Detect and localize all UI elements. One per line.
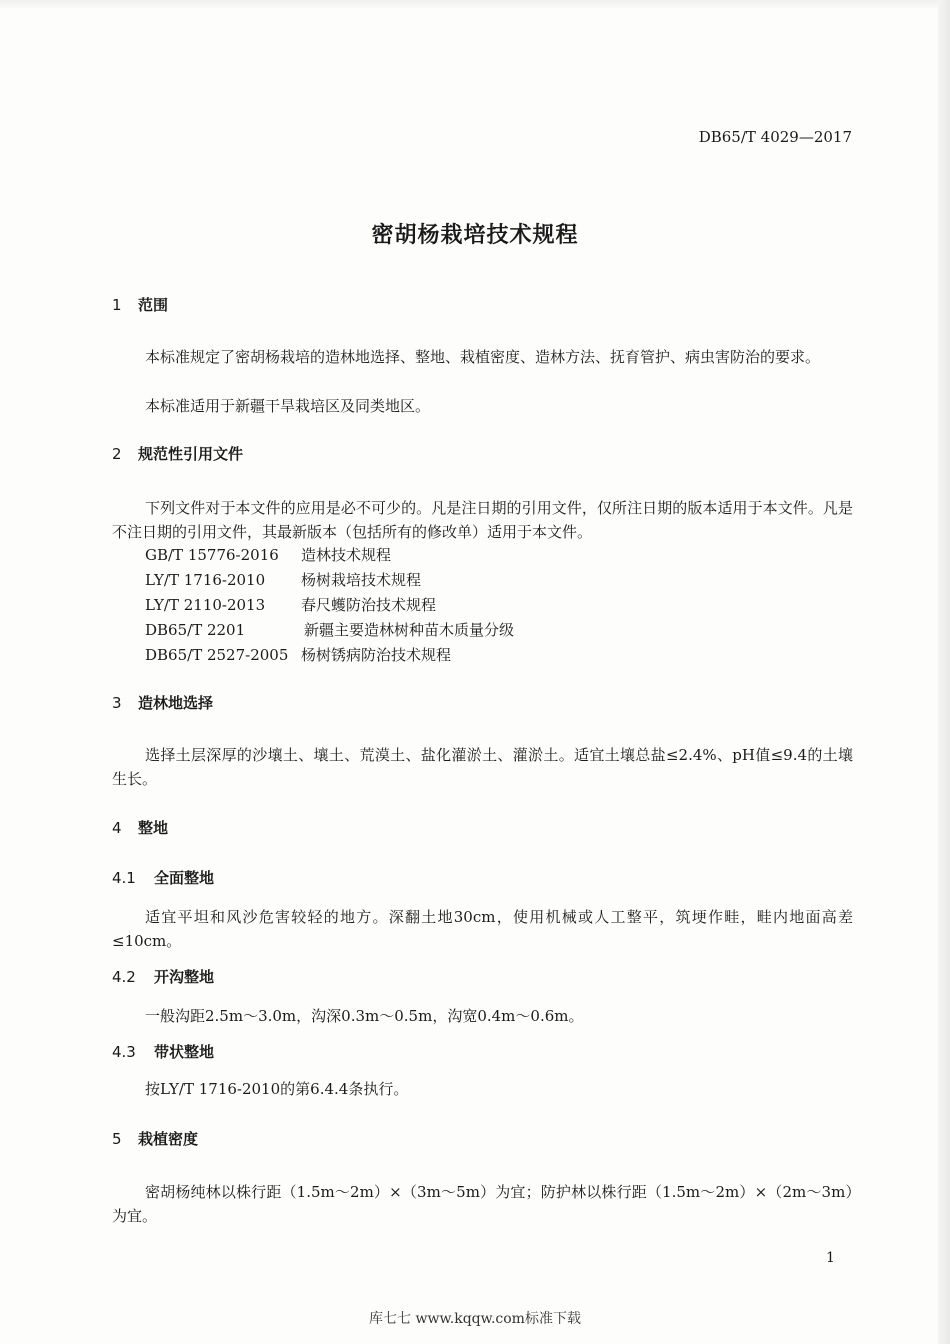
scan-edge-right (938, 0, 950, 1344)
section-5-heading (112, 1128, 198, 1149)
document-id: DB65/T 4029—2017 (698, 128, 852, 146)
section-4-3-number: 4.3 (112, 1043, 136, 1061)
section-4-3-paragraph: 按LY/T 1716-2010的第6.4.4条执行。 (145, 1080, 409, 1098)
section-1-title: 范围 (138, 296, 169, 314)
reference-code: LY/T 2110-2013 (145, 596, 266, 614)
section-2-heading (112, 443, 243, 464)
section-4-3-heading (112, 1041, 214, 1062)
section-4-title: 整地 (138, 819, 169, 837)
section-5-paragraph: 密胡杨纯林以株行距（1.5m～2m）×（3m～5m）为宜；防护林以株行距（1.5m～2m）×（2m～3m）为宜。 (112, 1183, 853, 1225)
reference-title: 杨树锈病防治技术规程 (301, 646, 452, 664)
reference-title: 新疆主要造林树种苗木质量分级 (304, 621, 515, 639)
section-4-2-number: 4.2 (112, 968, 136, 986)
section-4-1-title: 全面整地 (154, 869, 215, 887)
section-4-heading (112, 817, 168, 838)
section-5-number: 5 (112, 1130, 122, 1148)
page-number: 1 (826, 1250, 835, 1266)
section-2-title: 规范性引用文件 (138, 445, 244, 463)
section-4-1-number: 4.1 (112, 869, 136, 887)
section-4-2-heading (112, 966, 214, 987)
section-3-heading (112, 692, 213, 713)
section-3-number: 3 (112, 694, 122, 712)
page-title: 密胡杨栽培技术规程 (371, 222, 579, 248)
section-5-title: 栽植密度 (138, 1130, 199, 1148)
footer-watermark: 库七七 www.kqqw.com标准下载 (369, 1311, 581, 1327)
section-1-number: 1 (112, 296, 122, 314)
section-3-title: 造林地选择 (138, 694, 214, 712)
reference-title: 杨树栽培技术规程 (301, 571, 422, 589)
section-4-1-heading (112, 867, 214, 888)
section-1-paragraph-1: 本标准规定了密胡杨栽培的造林地选择、整地、栽植密度、造林方法、抚育管护、病虫害防治的要求。 (145, 348, 821, 366)
reference-code: LY/T 1716-2010 (145, 571, 266, 589)
reference-code: GB/T 15776-2016 (145, 546, 279, 564)
section-1-heading (112, 294, 168, 315)
section-4-number: 4 (112, 819, 122, 837)
reference-code: DB65/T 2201 (145, 621, 246, 639)
reference-code: DB65/T 2527-2005 (145, 646, 289, 664)
reference-title: 造林技术规程 (301, 546, 392, 564)
section-1-paragraph-2: 本标准适用于新疆干旱栽培区及同类地区。 (145, 397, 431, 415)
section-2-paragraph-1: 下列文件对于本文件的应用是必不可少的。凡是注日期的引用文件，仅所注日期的版本适用于本文件。凡是不注日期的引用文件，其最新版本（包括所有的修改单）适用于本文件。 (112, 499, 853, 541)
section-4-1-paragraph: 适宜平坦和风沙危害较轻的地方。深翻土地30cm，使用机械或人工整平，筑埂作畦，畦内地面高差≤10cm。 (112, 908, 853, 950)
section-3-paragraph-1: 选择土层深厚的沙壤土、壤土、荒漠土、盐化灌淤土、灌淤土。适宜土壤总盐≤2.4%、pH值≤9.4的土壤生长。 (112, 746, 853, 788)
section-4-2-paragraph: 一般沟距2.5m～3.0m，沟深0.3m～0.5m，沟宽0.4m～0.6m。 (145, 1007, 584, 1025)
scan-edge-top (0, 0, 950, 8)
reference-title: 春尺蠖防治技术规程 (301, 596, 437, 614)
section-4-2-title: 开沟整地 (154, 968, 215, 986)
section-2-number: 2 (112, 445, 122, 463)
section-4-3-title: 带状整地 (154, 1043, 215, 1061)
